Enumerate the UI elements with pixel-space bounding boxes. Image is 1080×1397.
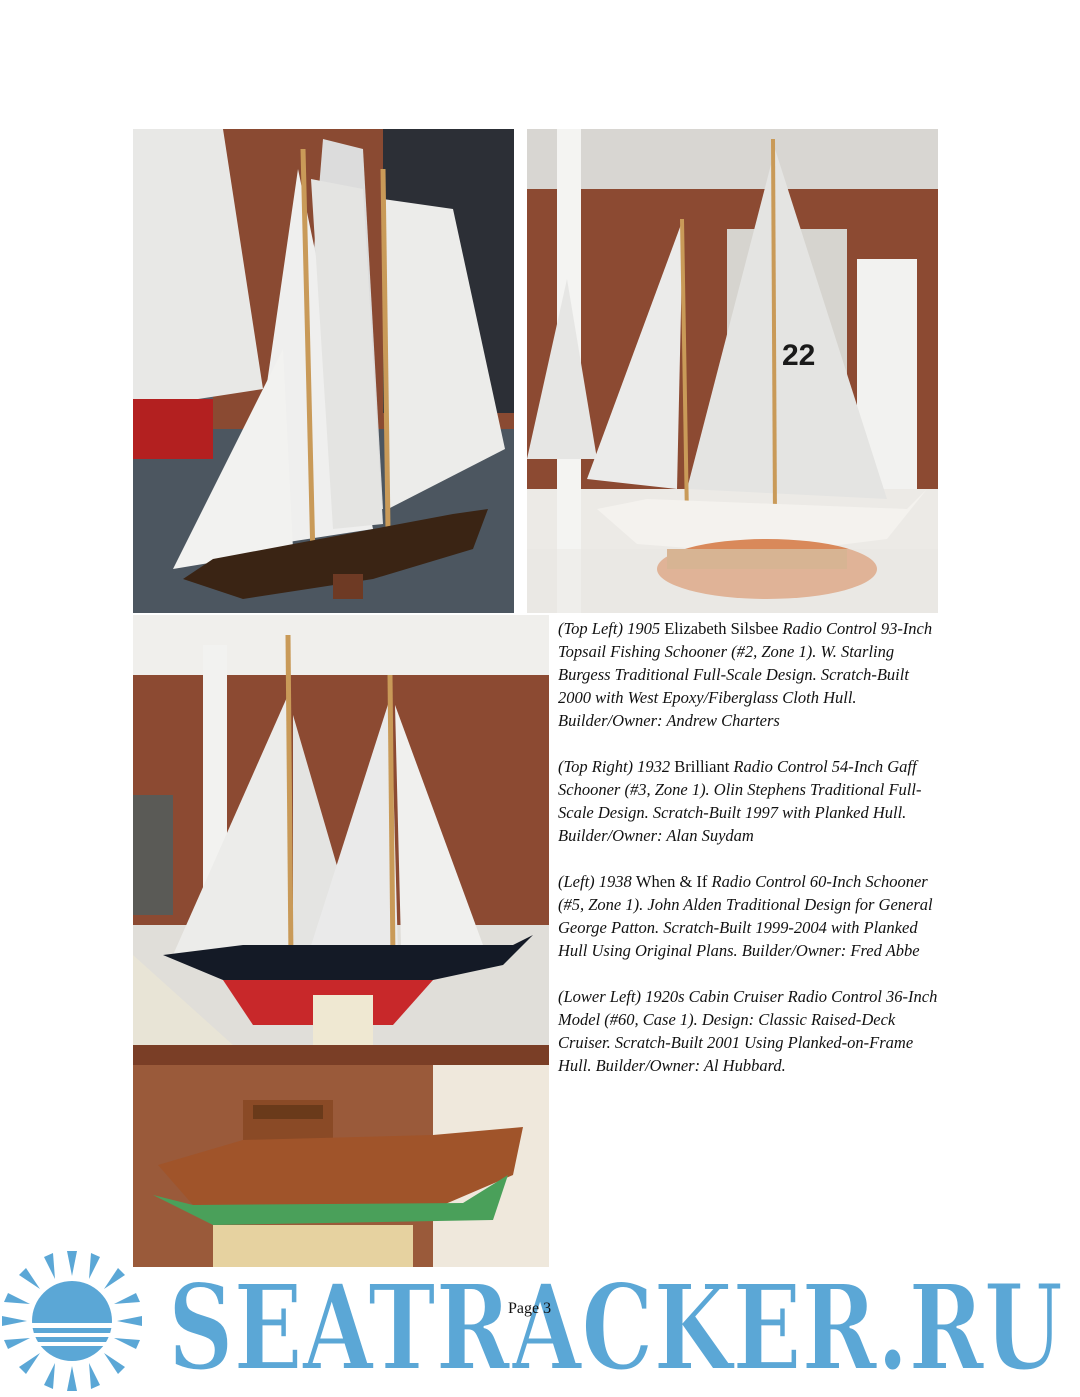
photo-left-schooner	[133, 615, 549, 1045]
page-number: Page 3	[508, 1300, 552, 1317]
caption-top-left	[558, 617, 942, 732]
boat-name: Brilliant	[674, 757, 730, 776]
photo-lower-left-cabin-cruiser	[133, 1045, 549, 1267]
caption-prefix: (Lower Left) 1920s Cabin Cruiser Radio Control 36-Inch Model (#60, Case 1). Design: Classic Raised-Deck Cruiser. Scratch-Built 2001 Using Planked-on-Frame Hull. Builder/Owner: Al Hubbard.	[558, 987, 938, 1075]
caption-details: Radio Control 93-Inch Topsail Fishing Schooner (#2, Zone 1). W. Starling Burgess Traditional Full-Scale Design. Scratch-Built 2000 with West Epoxy/Fiberglass Cloth Hull. Builder/Owner: Andrew Charters	[558, 619, 933, 730]
caption-details: Radio Control 60-Inch Schooner (#5, Zone 1). John Alden Traditional Design for General George Patton. Scratch-Built 1999-2004 with Planked Hull Using Original Plans. Builder/Owner: Fred Abbe	[558, 872, 933, 960]
caption-top-right	[558, 755, 942, 847]
caption-prefix: (Left) 1938	[558, 872, 636, 891]
captions-block	[558, 617, 942, 1100]
photo-top-right-schooner	[527, 129, 938, 613]
caption-details: Radio Control 54-Inch Gaff Schooner (#3, Zone 1). Olin Stephens Traditional Full-Scale Design. Scratch-Built 1997 with Planked Hull. Builder/Owner: Alan Suydam	[558, 757, 922, 845]
photo-top-left-schooner	[133, 129, 514, 613]
caption-lower-left	[558, 985, 942, 1077]
sun-icon	[2, 1251, 142, 1391]
watermark-text: SEATRACKER.RU	[168, 1258, 1063, 1397]
caption-prefix: (Top Left) 1905	[558, 619, 665, 638]
boat-name: Elizabeth Silsbee	[664, 619, 779, 638]
caption-prefix: (Top Right) 1932	[558, 757, 675, 776]
caption-left	[558, 870, 942, 962]
boat-name: When & If	[635, 872, 708, 891]
sail-number-22: 22	[782, 339, 816, 372]
